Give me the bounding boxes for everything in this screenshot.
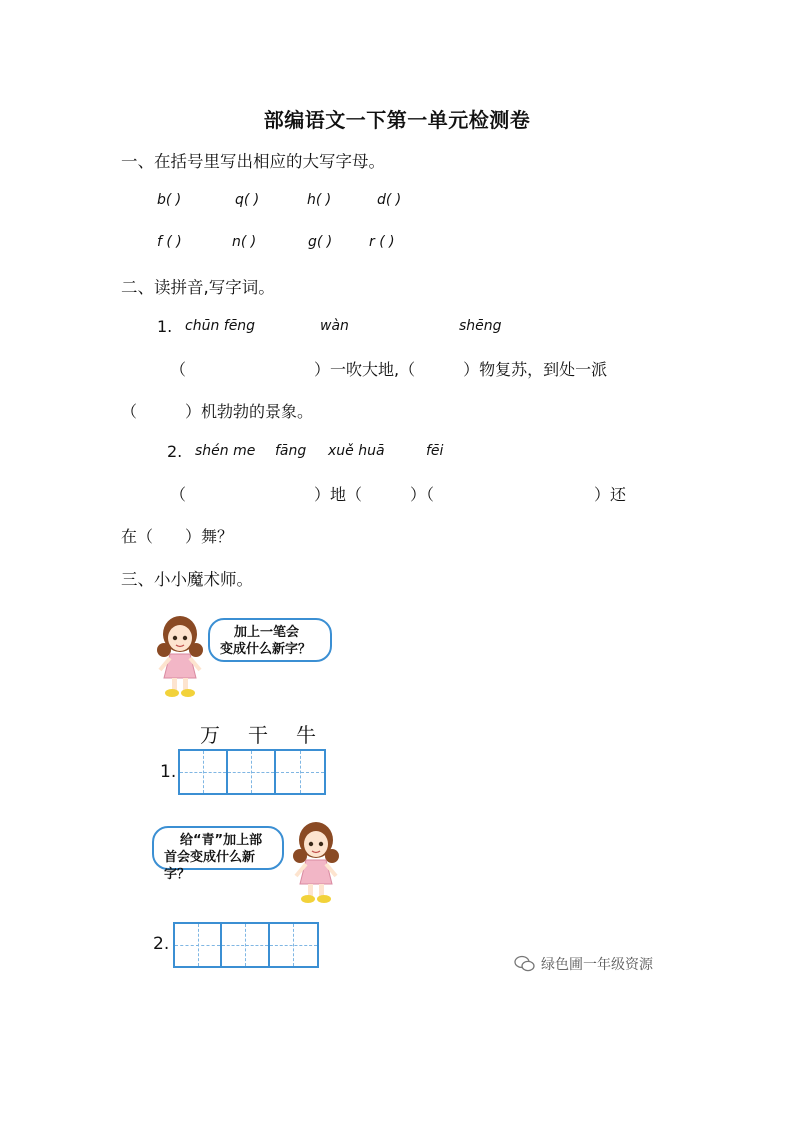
cartoon-girl-illustration <box>150 610 210 700</box>
letter-item: h( ) <box>307 192 332 208</box>
grid-cell[interactable] <box>180 751 228 793</box>
wechat-icon <box>514 955 536 973</box>
section3-heading: 三、小小魔术师。 <box>121 570 253 589</box>
bubble-text: 首会变成什么新字？ <box>164 850 256 882</box>
letter-item: d( ) <box>377 192 402 208</box>
character: 牛 <box>296 723 316 747</box>
letter-item: f ( ) <box>157 234 182 250</box>
pinyin: shēng <box>459 318 502 334</box>
q1-number: 1. <box>160 762 177 782</box>
character: 干 <box>248 723 268 747</box>
letter-item: n( ) <box>232 234 257 250</box>
pinyin: fāng <box>275 443 307 459</box>
q1-line2: （ ）机勃勃的景象。 <box>121 402 314 421</box>
grid-cell[interactable] <box>228 751 276 793</box>
pinyin: chūn fēng <box>185 318 256 334</box>
letter-item: q( ) <box>235 192 260 208</box>
grid-cell[interactable] <box>276 751 324 793</box>
letter-item: r ( ) <box>369 234 395 250</box>
letter-row-1 <box>157 192 447 208</box>
q1-line1: （ ）一吹大地,（ ）物复苏，到处一派 <box>170 360 608 379</box>
grid-cell[interactable] <box>270 924 317 966</box>
writing-grid[interactable] <box>178 749 326 795</box>
section1-heading: 一、在括号里写出相应的大写字母。 <box>121 152 385 171</box>
speech-bubble <box>152 826 284 882</box>
writing-grid[interactable] <box>173 922 319 968</box>
page-title: 部编语文一下第一单元检测卷 <box>263 108 531 132</box>
pinyin: fēi <box>426 443 444 459</box>
q2-line2: 在（ ）舞？ <box>121 527 234 546</box>
watermark: 绿色圃一年级资源 <box>541 957 653 973</box>
pinyin: wàn <box>320 318 349 334</box>
grid-cell[interactable] <box>175 924 222 966</box>
section2-heading: 二、读拼音,写字词。 <box>121 278 275 297</box>
bubble-text: 变成什么新字？ <box>220 642 312 657</box>
letter-item: b( ) <box>157 192 182 208</box>
letter-item: g( ) <box>308 234 333 250</box>
letter-row-2 <box>157 234 439 250</box>
q2-number: 2. <box>153 934 170 954</box>
pinyin: xuě huā <box>328 443 385 459</box>
q2-line1: （ ）地（ ）（ ）还 <box>170 485 627 504</box>
character: 万 <box>200 723 220 747</box>
cartoon-girl-illustration <box>286 816 346 906</box>
speech-bubble <box>208 618 332 662</box>
given-characters <box>186 719 330 748</box>
bubble-text: 给“青”加上部 <box>180 833 263 848</box>
q2-number: 2. <box>167 442 183 461</box>
q1-number: 1. <box>157 317 173 336</box>
grid-cell[interactable] <box>222 924 269 966</box>
pinyin: shén me <box>195 443 256 459</box>
bubble-text: 加上一笔会 <box>234 625 300 640</box>
